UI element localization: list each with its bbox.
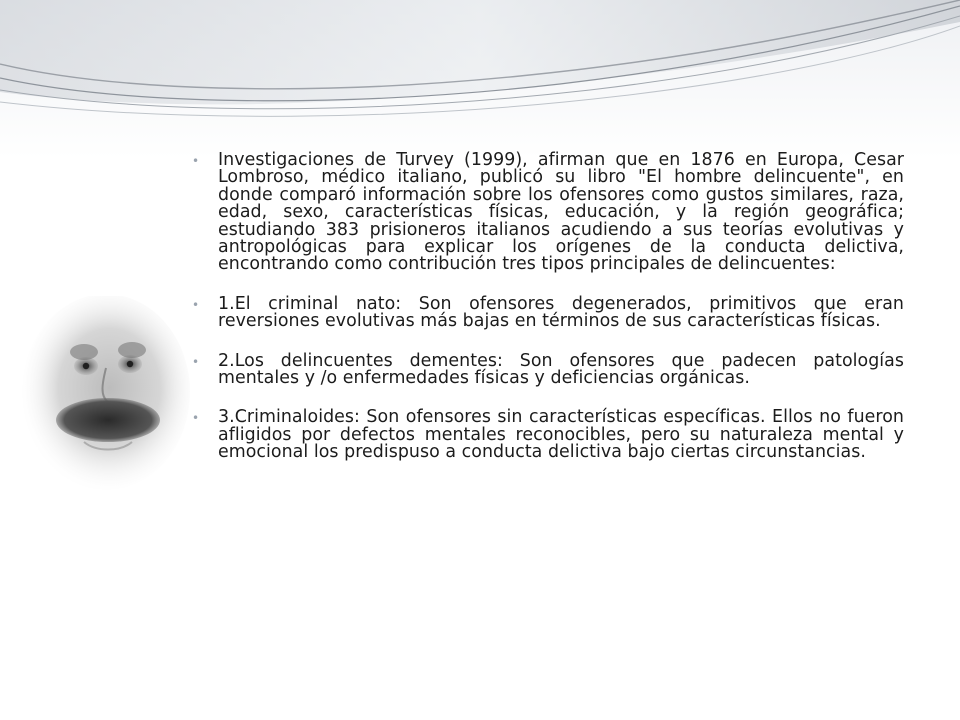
bullet-item-delincuentes-dementes	[188, 350, 904, 389]
decorative-swoosh	[0, 0, 960, 130]
bullet-text: 2.Los delincuentes dementes: Son ofensores que padecen patologías mentales y /o enfermedades físicas y deficiencias orgánicas.	[218, 350, 904, 389]
bullet-item-criminal-nato	[188, 293, 904, 332]
portrait-image	[14, 296, 190, 496]
bullet-dot-icon: •	[192, 411, 200, 426]
bullet-item-lombroso	[188, 152, 904, 274]
bullet-text: 1.El criminal nato: Son ofensores degenerados, primitivos que eran reversiones evolutivas más bajas en términos de sus características físicas.	[218, 293, 904, 332]
bullet-text: Investigaciones de Turvey (1999), afirman que en 1876 en Europa, Cesar Lombroso, médico italiano, publicó su libro "El hombre delincuente", en donde comparó información sobre los ofensores como gustos similares, raza, edad, sexo, características físicas, educación, y la región geográfica; estudiando 383 prisioneros italianos acudiendo a sus teorías evolutivas y antropológicas para explicar los orígenes de la conducta delictiva, encontrando como contribución tres tipos principales de delincuentes:	[218, 150, 904, 275]
bullet-text: 3.Criminaloides: Son ofensores sin características específicas. Ellos no fueron afligidos por defectos mentales reconocibles, pero su naturaleza mental y emocional los predispuso a conducta delictiva bajo ciertas circunstancias.	[218, 407, 904, 463]
bullet-dot-icon: •	[192, 354, 200, 369]
bullet-dot-icon: •	[192, 154, 200, 168]
bullet-list	[188, 152, 904, 462]
bullet-dot-icon: •	[192, 297, 200, 312]
bullet-item-criminaloides	[188, 409, 904, 461]
